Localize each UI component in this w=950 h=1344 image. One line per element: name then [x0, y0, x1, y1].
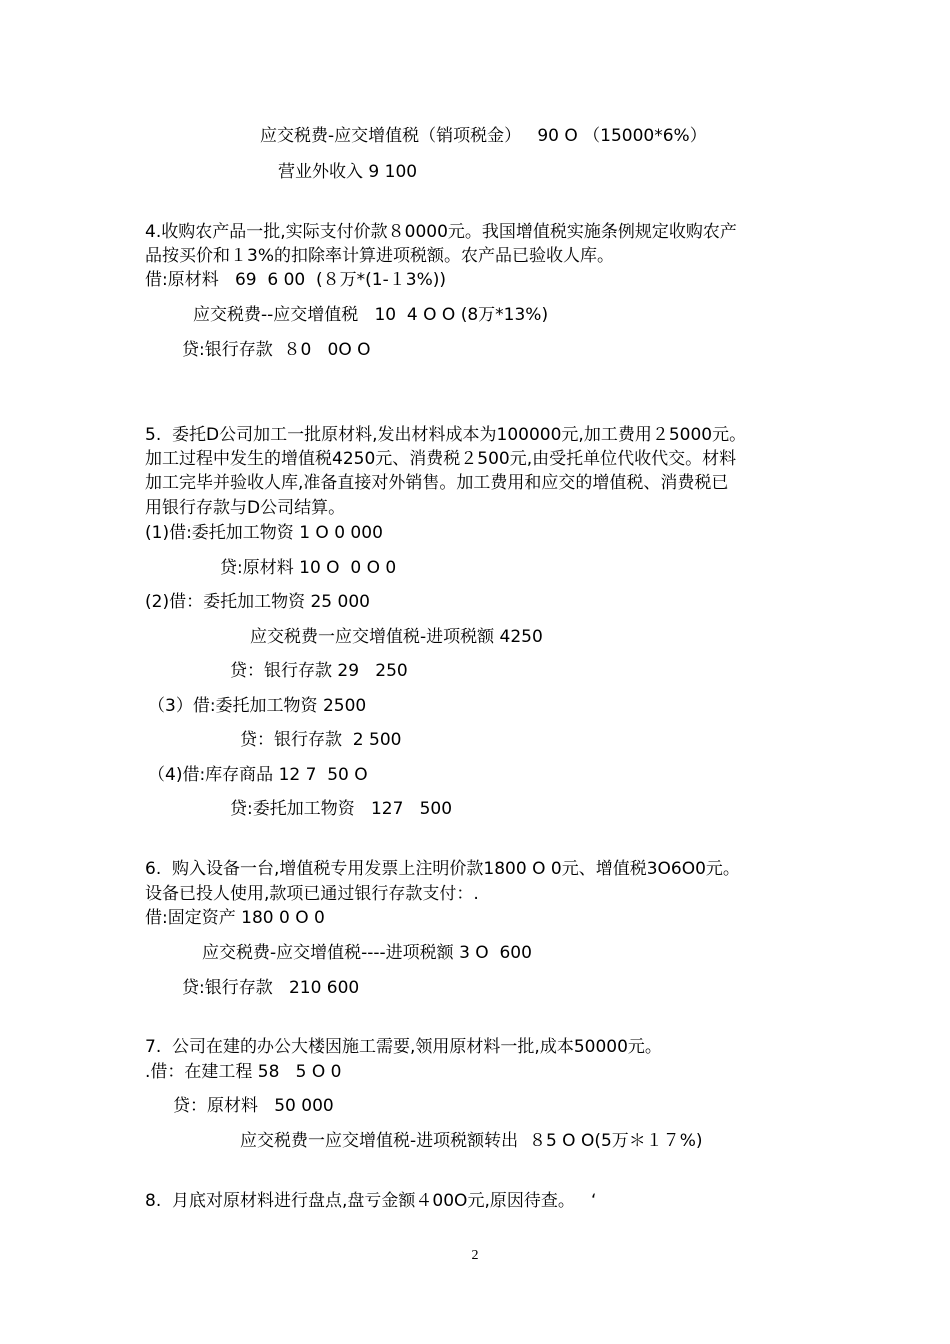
text-line-30: 8. 月底对原材料进行盘点,盘亏金额４00O元,原因待查。 ‘ [145, 1191, 597, 1211]
text-line-1: 应交税费-应交增值税（销项税金） 90 O （15000*6%） [260, 126, 707, 146]
text-line-17: （3）借:委托加工物资 2500 [148, 696, 367, 716]
text-line-19: （4)借:库存商品 12 7 50 O [148, 765, 368, 785]
text-line-14: (2)借：委托加工物资 25 000 [145, 592, 370, 612]
text-line-23: 借:固定资产 180 0 O 0 [145, 908, 325, 928]
text-line-9: 加工过程中发生的增值税4250元、消费税２500元,由受托单位代收代交。材料 [145, 449, 737, 469]
text-line-13: 贷:原材料 10 O 0 O 0 [220, 558, 397, 578]
text-line-5: 借:原材料 69 6 00 (８万*(1-１3%)) [145, 270, 446, 290]
text-line-8: 5. 委托D公司加工一批原材料,发出材料成本为100000元,加工费用２5000元。 [145, 425, 747, 445]
text-line-10: 加工完毕并验收人库,准备直接对外销售。加工费用和应交的增值税、消费税已 [145, 473, 729, 493]
text-line-27: .借：在建工程 58 5 O 0 [145, 1062, 342, 1082]
text-line-28: 贷：原材料 50 000 [173, 1096, 334, 1116]
text-line-3: 4.收购农产品一批,实际支付价款８0000元。我国增值税实施条例规定收购农产 [145, 222, 737, 242]
text-line-29: 应交税费一应交增值税-进项税额转出 ８5 O O(5万＊１７%) [240, 1131, 703, 1151]
text-line-21: 6. 购入设备一台,增值税专用发票上注明价款1800 O 0元、增值税3O6O0元。 [145, 859, 740, 879]
page-number: 2 [471, 1248, 479, 1263]
text-line-20: 贷:委托加工物资 127 500 [230, 799, 453, 819]
text-line-2: 营业外收入 9 100 [278, 162, 418, 182]
text-line-22: 设备已投人使用,款项已通过银行存款支付：. [145, 884, 479, 904]
text-line-12: (1)借:委托加工物资 1 O 0 000 [145, 523, 383, 543]
text-line-26: 7. 公司在建的办公大楼因施工需要,领用原材料一批,成本50000元。 [145, 1037, 662, 1057]
text-line-7: 贷:银行存款 ８0 0O O [182, 340, 371, 360]
text-line-18: 贷：银行存款 2 500 [240, 730, 402, 750]
text-line-11: 用银行存款与D公司结算。 [145, 498, 346, 518]
text-line-25: 贷:银行存款 210 600 [182, 978, 360, 998]
text-line-24: 应交税费-应交增值税----进项税额 3 O 600 [202, 943, 532, 963]
text-line-16: 贷：银行存款 29 250 [230, 661, 408, 681]
text-line-6: 应交税费--应交增值税 10 4 O O (8万*13%) [193, 305, 549, 325]
text-line-4: 品按买价和１3%的扣除率计算进项税额。农产品已验收人库。 [145, 246, 614, 266]
text-line-15: 应交税费一应交增值税-进项税额 4250 [250, 627, 543, 647]
